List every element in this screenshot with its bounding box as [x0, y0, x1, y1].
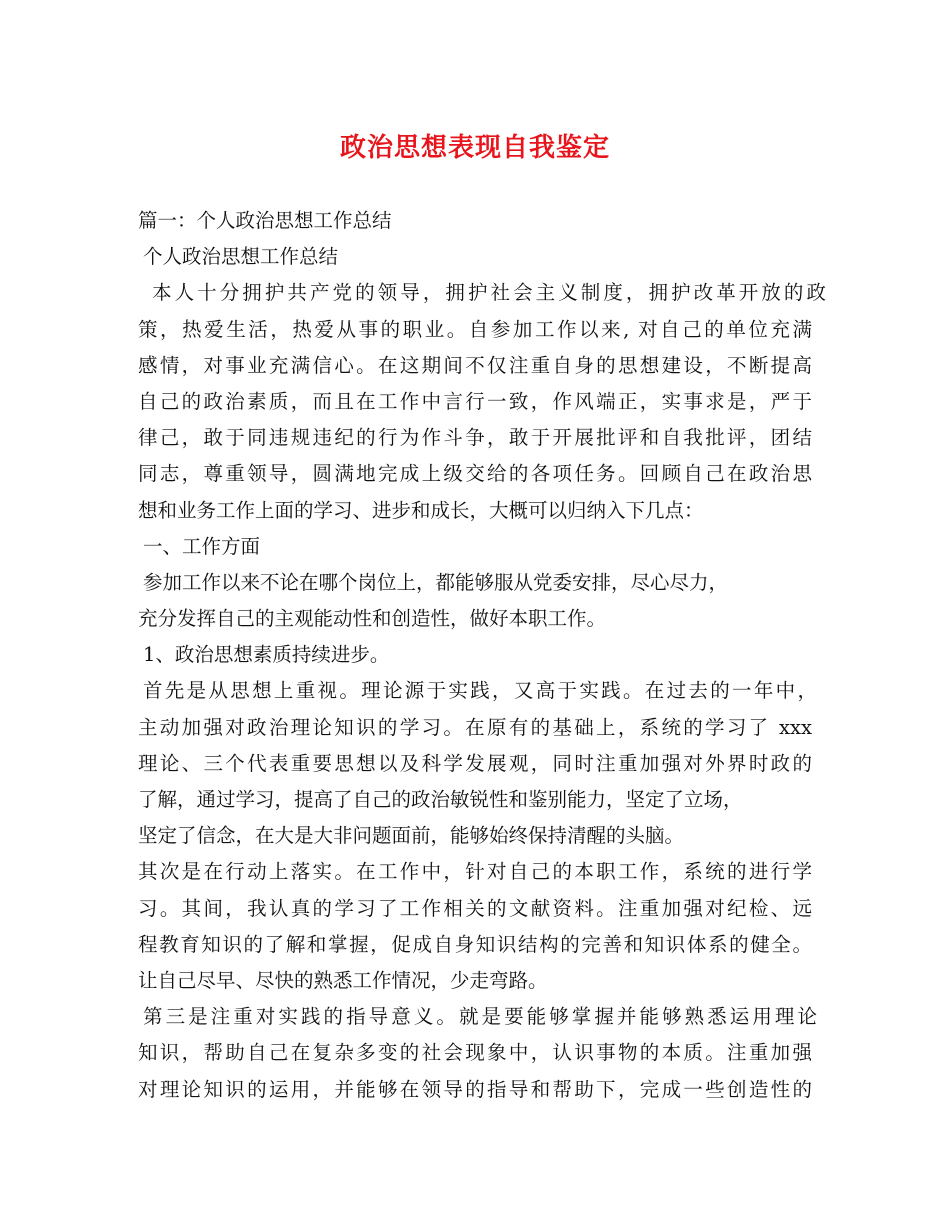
text-line: 程教育知识的了解和掌握，促成自身知识结构的完善和知识体系的健全。 [138, 932, 812, 956]
text-line: 本人十分拥护共产党的领导，拥护社会主义制度，拥护改革开放的政 [152, 281, 826, 305]
text-line: 1、政治思想素质持续进步。 [143, 643, 390, 667]
document-title: 政治思想表现自我鉴定 [339, 133, 610, 163]
text-line: 了解，通过学习，提高了自己的政治敏锐性和鉴别能力，坚定了立场， [138, 788, 743, 811]
text-line: 策，热爱生活，热爱从事的职业。自参加工作以来, 对自己的单位充满 [138, 317, 812, 341]
text-line: 首先是从思想上重视。理论源于实践，又高于实践。在过去的一年中， [143, 679, 817, 703]
text-line: 个人政治思想工作总结 [143, 245, 339, 269]
text-line: 同志，尊重领导，圆满地完成上级交给的各项任务。回顾自己在政治思 [138, 462, 812, 486]
text-line: 感情，对事业充满信心。在这期间不仅注重自身的思想建设，不断提高 [138, 353, 812, 377]
text-line: 让自己尽早、尽快的熟悉工作情况，少走弯路。 [138, 968, 548, 992]
text-line: 律己，敢于同违规违纪的行为作斗争，敢于开展批评和自我批评，团结 [138, 426, 812, 450]
text-line: 其次是在行动上落实。在工作中，针对自己的本职工作，系统的进行学 [138, 860, 812, 884]
text-line: 对理论知识的运用，并能够在领导的指导和帮助下，完成一些创造性的 [138, 1077, 812, 1101]
text-line: 坚定了信念，在大是大非问题面前，能够始终保持清醒的头脑。 [138, 824, 685, 848]
text-line: 知识，帮助自己在复杂多变的社会现象中，认识事物的本质。注重加强 [138, 1041, 812, 1065]
text-line: 第三是注重对实践的指导意义。就是要能够掌握并能够熟悉运用理论 [143, 1005, 817, 1029]
text-line: 一、工作方面 [143, 534, 261, 558]
text-line: 参加工作以来不论在哪个岗位上，都能够服从党委安排，尽心尽力， [143, 570, 729, 594]
text-line: 自己的政治素质，而且在工作中言行一致，作风端正，实事求是，严于 [138, 389, 812, 413]
text-line: 理论、三个代表重要思想以及科学发展观，同时注重加强对外界时政的 [138, 751, 812, 775]
text-line: 篇一：个人政治思想工作总结 [138, 209, 392, 232]
text-line: 主动加强对政治理论知识的学习。在原有的基础上，系统的学习了 xxx [138, 715, 812, 739]
text-line: 习。其间，我认真的学习了工作相关的文献资料。注重加强对纪检、远 [138, 896, 812, 920]
text-line: 想和业务工作上面的学习、进步和成长，大概可以归纳入下几点： [138, 498, 704, 522]
document-body [138, 203, 828, 1108]
text-line: 充分发挥自己的主观能动性和创造性，做好本职工作。 [138, 607, 607, 631]
